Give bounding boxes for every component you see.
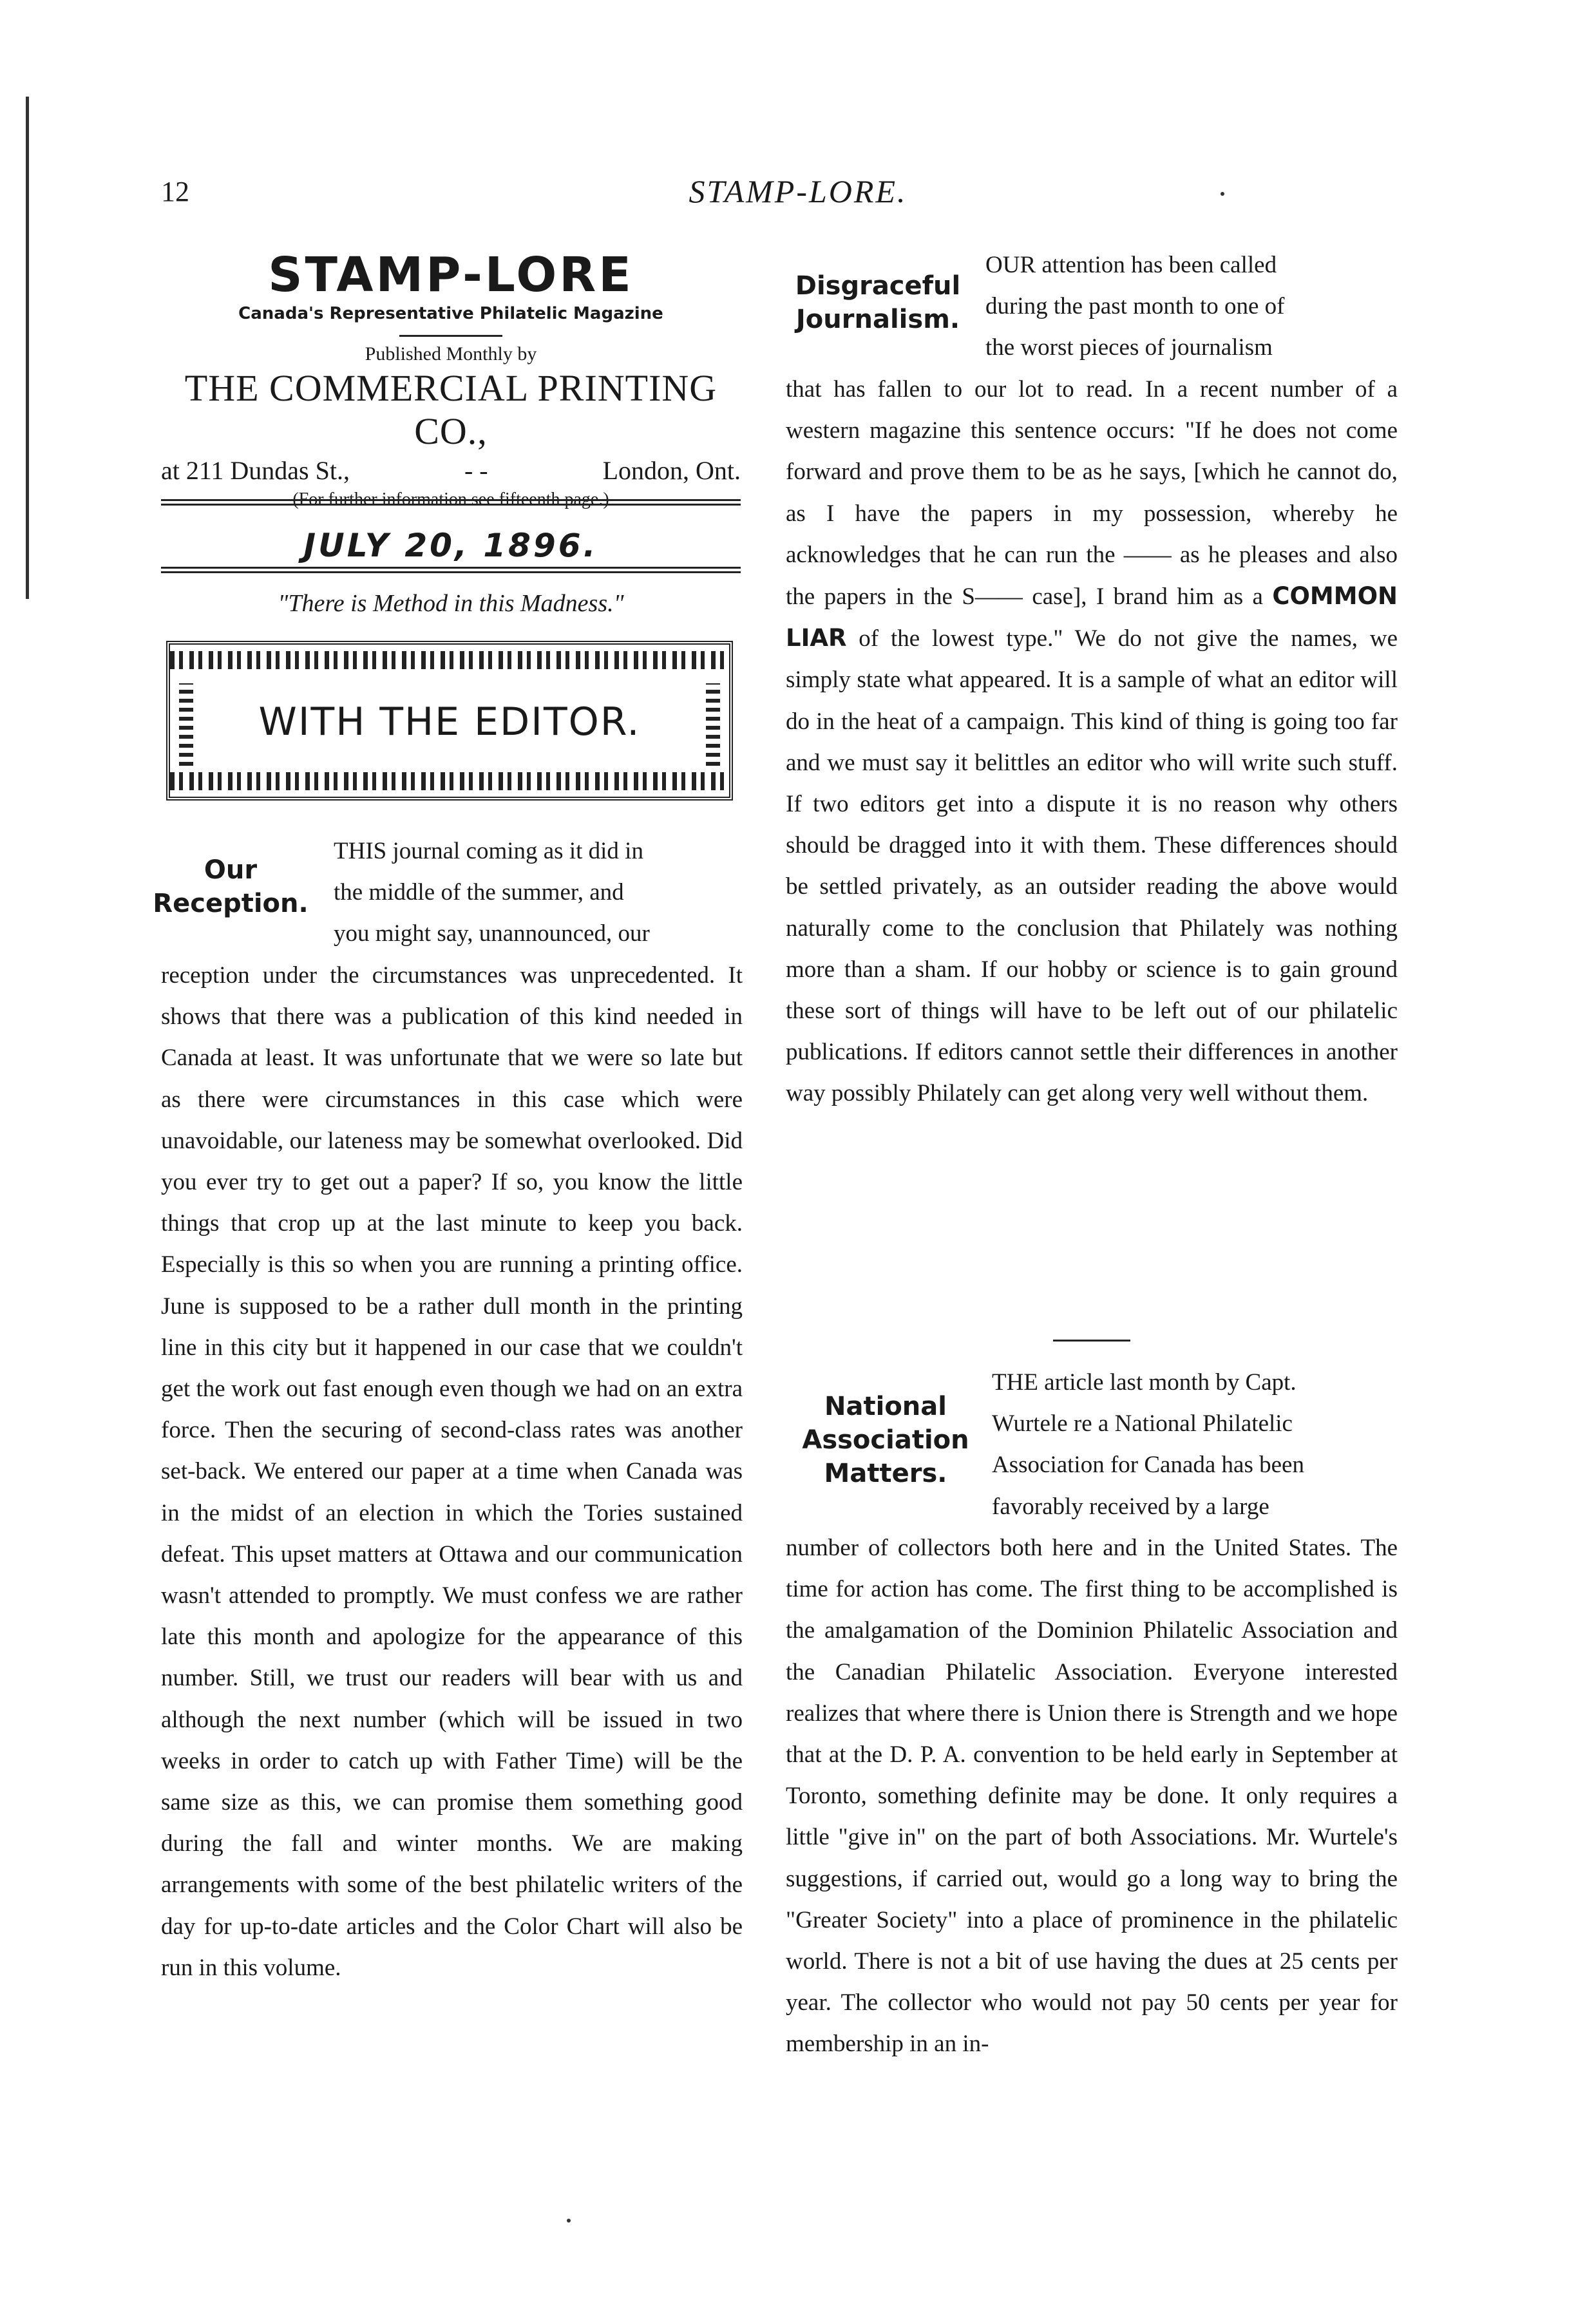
- lead-line: favorably received by a large: [992, 1493, 1269, 1520]
- section-title: WITH THE EDITOR.: [258, 699, 641, 744]
- info-note: (For further information see fifteenth page.): [292, 489, 609, 509]
- publisher-name: THE COMMERCIAL PRINTING CO.,: [184, 367, 717, 452]
- masthead: [161, 247, 741, 510]
- ornament-border-bottom: [170, 772, 729, 790]
- section3-body: [786, 1528, 1398, 2065]
- paragraph: number of collectors both here and in the United States. The time for action has come. The first thing to be accomplished is the amalgamation of the Dominion Philatelic Association and the Canadian Philatelic Association. Everyone interested realizes that where there is Union there is Strength and we hope that at the D. P. A. convention to be held early in September at Toronto, something definite may be done. It only requires a little "give in" on the part of both Associations. Mr. Wurtele's suggestions, if carried out, would go a long way to bring the "Greater Society" into a place of prominence in the philatelic world. There is not a bit of use having the dues at 25 cents per year. The collector who would not pay 50 cents per year for membership in an in-: [786, 1535, 1398, 2058]
- lead-line: THE article last month by Capt.: [992, 1369, 1297, 1396]
- rule-above-date: [161, 499, 741, 506]
- rule-below-date: [161, 567, 741, 573]
- section3-lead: [992, 1362, 1398, 1528]
- body-text: of the lowest type." We do not give the names, we simply state what appeared. It is a sample of what an editor will do in the heat of a campaign. This kind of thing is going too far and we must say it belittles an editor who will write such stuff. If two editors get into a dispute it is no reason why others should be dragged into it with them. These differences should be settled privately, as an outsider reading the above would naturally come to the conclusion that Philately was nothing more than a sham. If our hobby or science is to gain ground these sort of things will have to be left out of our philatelic publications. If editors cannot settle their differences in another way possibly Philately can get along very well without them.: [786, 625, 1398, 1107]
- lead-line: the middle of the summer, and: [334, 879, 624, 906]
- address-street: at 211 Dundas St.,: [161, 456, 350, 485]
- lead-line: during the past month to one of: [985, 293, 1285, 320]
- section1-body: [161, 955, 743, 1989]
- masthead-subtitle: Canada's Representative Philatelic Magazine: [238, 304, 663, 323]
- section2-lead: [985, 245, 1398, 369]
- section1-lead: [334, 831, 743, 955]
- ornament-border-right: [706, 683, 720, 766]
- speck: [567, 2219, 571, 2223]
- editor-ornament-box: [166, 641, 733, 801]
- lead-line: THIS journal coming as it did in: [334, 838, 643, 864]
- side-heading-national-association: National Association Matters.: [802, 1392, 969, 1488]
- masthead-rule: [399, 335, 502, 337]
- address-city: London, Ont.: [602, 456, 741, 485]
- masthead-title: STAMP-LORE: [268, 247, 634, 303]
- running-head: STAMP-LORE.: [689, 173, 907, 209]
- publisher-line: Published Monthly by: [365, 343, 537, 365]
- motto: "There is Method in this Madness.": [278, 590, 624, 617]
- section2-body: [786, 369, 1398, 1115]
- publisher-address: [161, 455, 741, 486]
- speck: [1221, 192, 1224, 196]
- section-separator: [1053, 1340, 1130, 1342]
- lead-line: Wurtele re a National Philatelic: [992, 1410, 1293, 1437]
- emphasis-text: COMMON LIAR: [786, 582, 1398, 652]
- paragraph: [786, 369, 1398, 1115]
- lead-line: the worst pieces of journalism: [985, 334, 1273, 361]
- paragraph: reception under the circumstances was unprecedented. It shows that there was a publication of this kind needed in Canada at least. It was unfortunate that we were so late but as there were circumstances in this case which were unavoidable, our lateness may be somewhat overlooked. Did you ever try to get out a paper? If so, you know the little things that crop up at the last minute to keep you back. Especially is this so when you are running a printing office. June is supposed to be a rather dull month in the printing line in this city but it happened in our case that we couldn't get the work out fast enough even though we had on an extra force. Then the securing of second-class rates was another set-back. We entered our paper at a time when Canada was in the midst of an election in which the Tories sustained defeat. This upset matters at Ottawa and our communication wasn't attended to promptly. We must confess we are rather late this month and apologize for the appearance of this number. Still, we trust our readers will bear with us and although the next number (which will be issued in two weeks in order to catch up with Father Time) will be the same size as this, we can promise them something good during the fall and winter months. We are making arrangements with some of the best philatelic writers of the day for up-to-date articles and the Color Chart will also be run in this volume.: [161, 962, 743, 1981]
- lead-line: you might say, unannounced, our: [334, 920, 650, 947]
- page-number: 12: [161, 176, 189, 207]
- side-heading-disgraceful-journalism: Disgraceful Journalism.: [795, 271, 961, 334]
- issue-date: JULY 20, 1896.: [303, 527, 598, 564]
- lead-line: OUR attention has been called: [985, 252, 1277, 278]
- ornament-border-top: [170, 651, 729, 669]
- margin-rule: [26, 97, 29, 599]
- lead-line: Association for Canada has been: [992, 1452, 1304, 1479]
- body-text: that has fallen to our lot to read. In a recent number of a western magazine this sentence occurs: "If he does not come forward and prove them to be as he says, [which he cannot do, as I have the papers in my possession, whereby he acknowledges that he can run the —— as he pleases and also the papers in the S—— case], I brand him as a: [786, 376, 1398, 611]
- address-dashes: - -: [464, 456, 488, 485]
- side-heading-our-reception: Our Reception.: [153, 855, 309, 918]
